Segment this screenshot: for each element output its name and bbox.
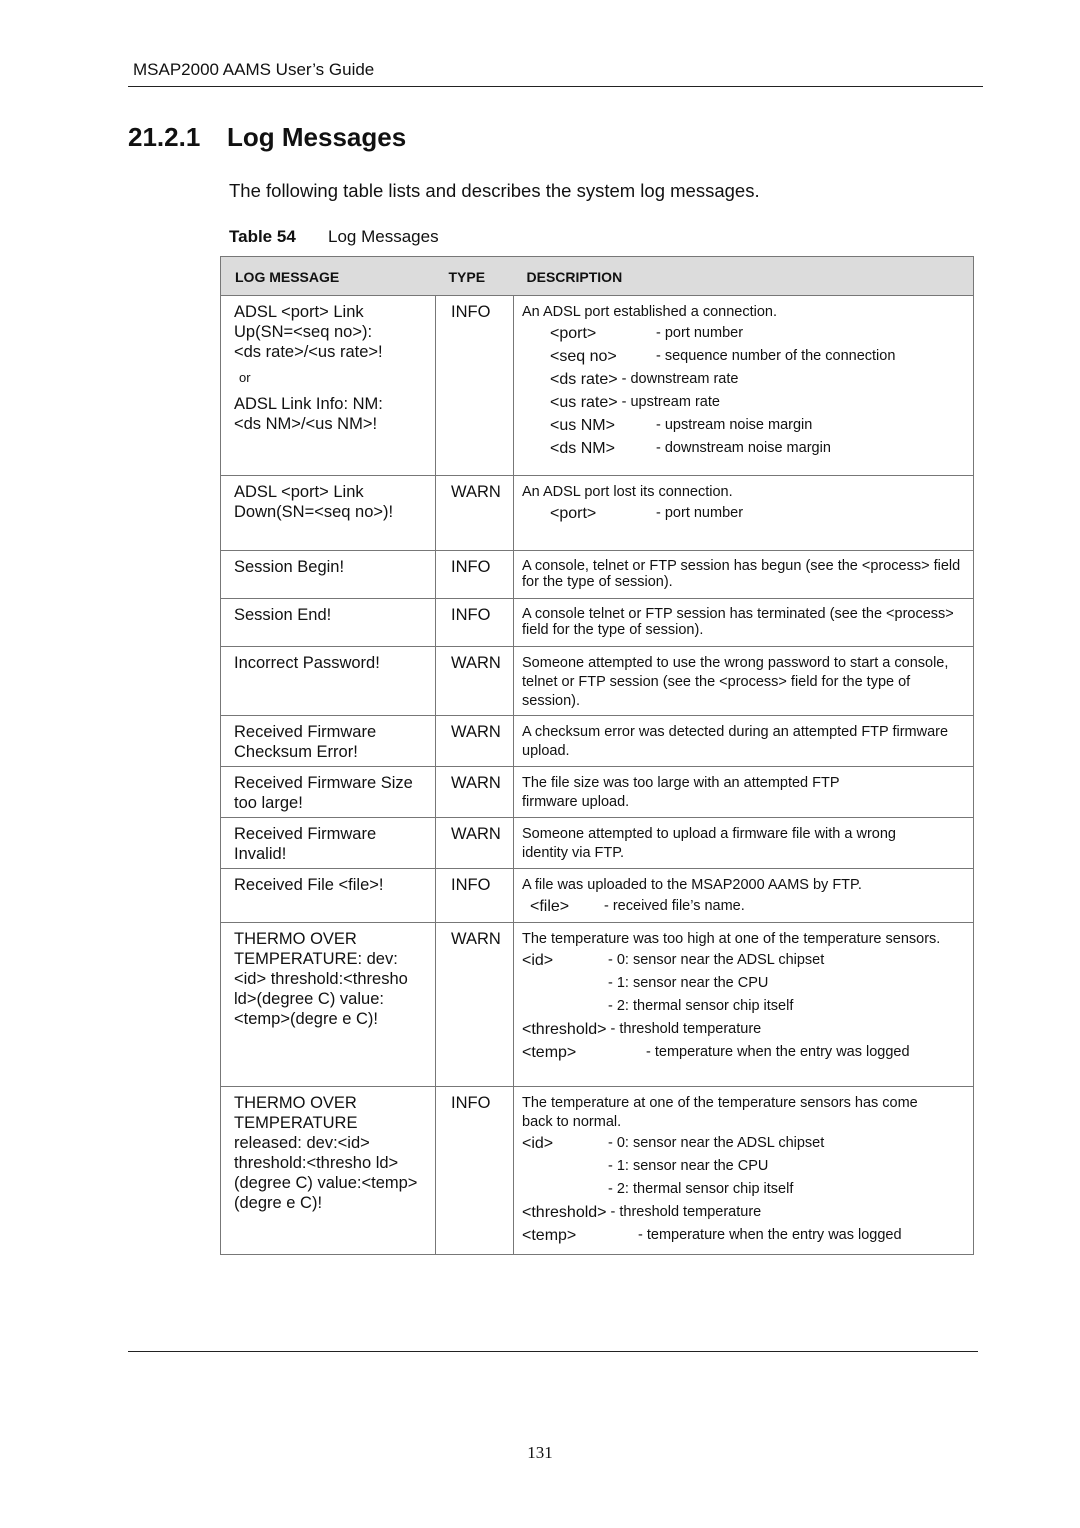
- description-cell: The file size was too large with an attempted FTP firmware upload.: [514, 767, 974, 818]
- param-name: <us rate>: [550, 394, 618, 411]
- param-line: [522, 1224, 965, 1247]
- param-desc: - threshold temperature: [610, 1021, 762, 1037]
- header-rule: [128, 86, 983, 87]
- param-desc: - temperature when the entry was logged: [638, 1227, 902, 1243]
- param-desc: - temperature when the entry was logged: [646, 1044, 910, 1060]
- param-name: <temp>: [522, 1227, 577, 1244]
- section-number: 21.2.1: [128, 122, 201, 152]
- param-sub-line: - 1: sensor near the CPU: [608, 975, 769, 991]
- table-caption-title: Log Messages: [328, 227, 439, 246]
- param-sub-line: - 2: thermal sensor chip itself: [608, 998, 794, 1014]
- description-cell: [514, 923, 974, 1087]
- param-desc: - port number: [656, 325, 744, 341]
- param-name: <ds rate>: [550, 371, 618, 388]
- param-desc: - threshold temperature: [610, 1204, 762, 1220]
- table-header-row: [221, 257, 974, 296]
- description-cell: [514, 296, 974, 476]
- param-name: <temp>: [522, 1044, 577, 1061]
- param-name: <ds NM>: [550, 440, 615, 457]
- page-number: 131: [527, 1443, 553, 1462]
- param-line: [550, 502, 965, 525]
- log-message-cell: [221, 296, 436, 476]
- column-header-type: TYPE: [436, 257, 514, 296]
- param-desc: - upstream noise margin: [656, 417, 813, 433]
- log-message-cell: Session Begin!: [221, 551, 436, 599]
- log-message-cell: Received Firmware Size too large!: [221, 767, 436, 818]
- param-name: <threshold>: [522, 1204, 607, 1221]
- type-cell: INFO: [436, 296, 514, 476]
- table-row: [221, 716, 974, 767]
- param-desc: - 0: sensor near the ADSL chipset: [608, 952, 825, 968]
- param-sub-line: - 2: thermal sensor chip itself: [608, 1181, 794, 1197]
- description-text: An ADSL port lost its connection.: [522, 484, 733, 500]
- param-name: <threshold>: [522, 1021, 607, 1038]
- log-message-text: ADSL <port> Link Up(SN=<seq no>): <ds rate>/<us rate>!: [234, 303, 383, 361]
- description-cell: [514, 1087, 974, 1255]
- param-name: <port>: [550, 505, 597, 522]
- param-name: <file>: [530, 898, 570, 915]
- type-cell: WARN: [436, 647, 514, 716]
- log-message-cell: THERMO OVER TEMPERATURE released: dev:<id> threshold:<thresho ld>(degree C) value:<temp>(degre e C)!: [221, 1087, 436, 1255]
- type-cell: WARN: [436, 818, 514, 869]
- param-desc: - sequence number of the connection: [656, 348, 896, 364]
- column-header-log-message: LOG MESSAGE: [221, 257, 436, 296]
- param-line: [530, 895, 965, 918]
- description-cell: [514, 869, 974, 923]
- param-desc: - downstream noise margin: [656, 440, 831, 456]
- table-row: [221, 599, 974, 647]
- param-line: [522, 1201, 965, 1224]
- param-name: <id>: [522, 952, 554, 969]
- section-title: [128, 122, 406, 153]
- description-text: The temperature was too high at one of the temperature sensors.: [522, 931, 941, 947]
- log-message-cell: Received Firmware Invalid!: [221, 818, 436, 869]
- description-cell: [514, 476, 974, 551]
- param-desc: - downstream rate: [621, 371, 739, 387]
- description-cell: A console, telnet or FTP session has begun (see the <process> field for the type of session).: [514, 551, 974, 599]
- param-line: [522, 1132, 965, 1155]
- document-header: MSAP2000 AAMS User’s Guide: [133, 60, 375, 79]
- footer-rule: [128, 1351, 978, 1352]
- param-desc: - received file’s name.: [604, 898, 745, 914]
- type-cell: WARN: [436, 767, 514, 818]
- param-desc: - port number: [656, 505, 744, 521]
- type-cell: WARN: [436, 923, 514, 1087]
- table-row: [221, 296, 974, 476]
- table-row: [221, 923, 974, 1087]
- log-messages-table: [220, 256, 974, 1255]
- or-label: or: [239, 370, 251, 385]
- table-row: [221, 551, 974, 599]
- table-caption: [229, 227, 439, 247]
- param-name: <id>: [522, 1135, 554, 1152]
- param-name: <us NM>: [550, 417, 615, 434]
- type-cell: WARN: [436, 476, 514, 551]
- description-cell: A console telnet or FTP session has terminated (see the <process> field for the type of session).: [514, 599, 974, 647]
- type-cell: INFO: [436, 1087, 514, 1255]
- description-text: The temperature at one of the temperature sensors has come back to normal.: [522, 1095, 918, 1130]
- table-row: [221, 767, 974, 818]
- param-line: [550, 414, 965, 437]
- description-text: A file was uploaded to the MSAP2000 AAMS by FTP.: [522, 877, 862, 893]
- description-cell: Someone attempted to upload a firmware file with a wrong identity via FTP.: [514, 818, 974, 869]
- table-row: [221, 476, 974, 551]
- param-line: [522, 1041, 965, 1064]
- type-cell: WARN: [436, 716, 514, 767]
- description-cell: Someone attempted to use the wrong password to start a console, telnet or FTP session (see the <process> field for the type of session).: [514, 647, 974, 716]
- table-row: [221, 647, 974, 716]
- log-message-alt-text: ADSL Link Info: NM:<ds NM>/<us NM>!: [234, 395, 383, 433]
- param-desc: - upstream rate: [621, 394, 720, 410]
- type-cell: INFO: [436, 599, 514, 647]
- column-header-description: DESCRIPTION: [514, 257, 974, 296]
- param-sub-line: - 1: sensor near the CPU: [608, 1158, 769, 1174]
- param-line: [522, 949, 965, 972]
- description-text: An ADSL port established a connection.: [522, 304, 777, 320]
- log-message-cell: Received Firmware Checksum Error!: [221, 716, 436, 767]
- table-caption-label: Table 54: [229, 227, 296, 246]
- section-title-text: Log Messages: [227, 122, 407, 152]
- log-message-cell: Received File <file>!: [221, 869, 436, 923]
- param-desc: - 0: sensor near the ADSL chipset: [608, 1135, 825, 1151]
- param-name: <port>: [550, 325, 597, 342]
- param-line: [550, 437, 965, 460]
- table-row: [221, 818, 974, 869]
- type-cell: INFO: [436, 869, 514, 923]
- log-message-cell: Incorrect Password!: [221, 647, 436, 716]
- param-line: [550, 322, 965, 345]
- table-row: [221, 869, 974, 923]
- param-line: [550, 391, 965, 414]
- type-cell: INFO: [436, 551, 514, 599]
- log-message-cell: Session End!: [221, 599, 436, 647]
- param-line: [550, 368, 965, 391]
- log-message-cell: THERMO OVER TEMPERATURE: dev:<id> threshold:<thresho ld>(degree C) value:<temp>(degre e C)!: [221, 923, 436, 1087]
- param-line: [550, 345, 965, 368]
- description-cell: A checksum error was detected during an attempted FTP firmware upload.: [514, 716, 974, 767]
- param-line: [522, 1018, 965, 1041]
- param-name: <seq no>: [550, 348, 617, 365]
- intro-paragraph: The following table lists and describes the system log messages.: [229, 180, 760, 201]
- log-message-cell: ADSL <port> Link Down(SN=<seq no>)!: [221, 476, 436, 551]
- table-row: [221, 1087, 974, 1255]
